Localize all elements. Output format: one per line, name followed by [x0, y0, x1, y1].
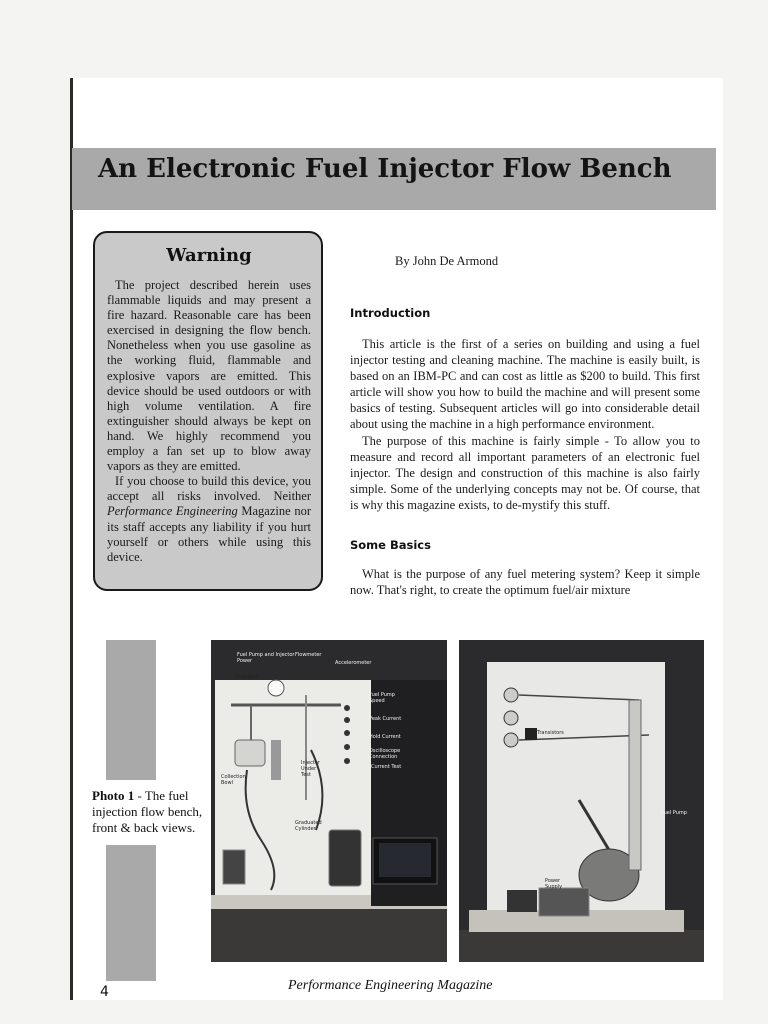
warning-paragraph-2	[107, 474, 311, 565]
caption-bar-top	[106, 640, 156, 780]
warning-p2-italic: Performance Engineering	[107, 504, 238, 519]
warning-p2-start: If you choose to build this device, you accept all risks involved. Neither	[107, 474, 311, 504]
label-hold-current: Hold Current	[369, 734, 401, 740]
photo-back-view	[459, 640, 704, 962]
warning-box	[93, 231, 323, 591]
label-oscilloscope: Oscilloscope Connection	[369, 748, 401, 760]
label-flowmeter: Flowmeter	[295, 652, 322, 658]
article-title: An Electronic Fuel Injector Flow Bench	[98, 154, 672, 184]
intro-body	[350, 336, 700, 513]
warning-paragraph-1: The project described herein uses flammable liquids and may present a fire hazard. Reasonable care has been exercised in designing the flow bench. Nonetheless when you use gasoline as the working fluid, flammable and explosive vapors are emitted. This device should be used outdoors or with high volume ventilation. A fire extinguisher should always be kept on hand. We highly recommend you employ a fan set up to blow away vapors as they are emitted.	[107, 278, 311, 474]
label-accelerometer: Accelerometer	[335, 660, 372, 666]
label-current-test: Current Test	[371, 764, 402, 770]
label-peak-current: Peak Current	[369, 716, 402, 722]
caption-bar-bottom	[106, 845, 156, 981]
photo-front-view	[211, 640, 447, 962]
label-fuel-pump-power: Fuel Pump and Injector Power	[237, 652, 295, 664]
basics-paragraph-1: What is the purpose of any fuel metering system? Keep it simple now. That's right, to create the optimum fuel/air mixture	[350, 567, 700, 598]
basics-heading: Some Basics	[350, 538, 431, 552]
intro-heading: Introduction	[350, 306, 431, 320]
warning-p2-end: Magazine nor its staff accepts any liability if you hurt yourself or others while using this device.	[107, 504, 311, 564]
caption-label: Photo 1	[92, 788, 135, 803]
magazine-footer: Performance Engineering Magazine	[288, 978, 493, 993]
label-graduated-cylinder: Graduated Cylinder	[295, 820, 322, 832]
page-number: 4	[100, 984, 109, 1000]
back-view-drawing	[459, 640, 704, 962]
label-fuel-pump: Fuel Pump	[661, 810, 687, 816]
label-regulator: Regulator	[235, 674, 260, 680]
caption-text: - The fuel injection flow bench, front & back views.	[92, 788, 203, 835]
byline: By John De Armond	[395, 254, 499, 268]
photo-caption	[92, 788, 212, 836]
basics-body	[350, 566, 700, 598]
label-fuel-pump-speed: Fuel Pump Speed	[369, 692, 395, 704]
warning-heading: Warning	[166, 245, 252, 266]
intro-paragraph-1: This article is the first of a series on building and using a fuel injector testing and cleaning machine. The machine is easily built, is based on an IBM-PC and can cost as little as $200 to build. This first article will show you how to build the machine and will present some basics of testing. Subsequent articles will go into considerable detail about using the machine in a high performance environment.	[350, 337, 700, 432]
intro-paragraph-2: The purpose of this machine is fairly simple - To allow you to measure and record all important parameters of an electronic fuel injector. The design and construction of this machine is also fairly simple. Some of the underlying concepts may not be. Of course, that is why this magazine exists, to de-mystify this stuff.	[350, 433, 700, 512]
label-power-supply: Power Supply	[545, 878, 563, 890]
label-collection-bowl: Collection Bowl	[221, 774, 246, 786]
label-injector-under-test: Injector Under Test	[301, 760, 320, 778]
label-transistors: Transistors	[537, 730, 564, 736]
front-view-drawing	[211, 640, 447, 962]
